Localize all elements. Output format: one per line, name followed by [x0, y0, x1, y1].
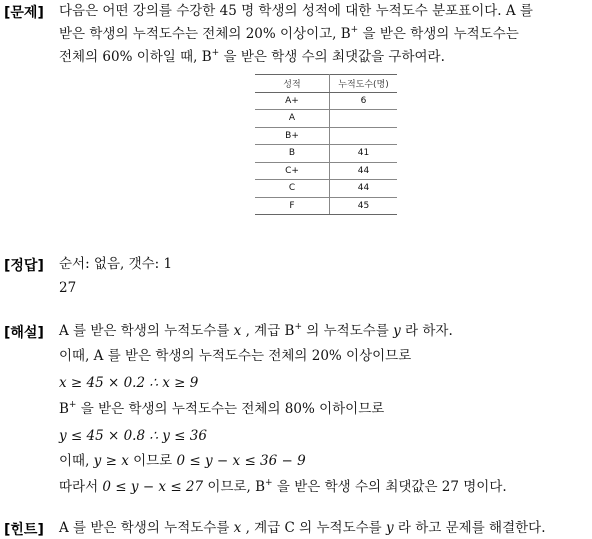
- solution-line-7: 따라서 0 ≤ y − x ≤ 27 이므로, B+ 을 받은 학생 수의 최댓값은 27 명이다.: [59, 478, 507, 495]
- solution-line-3: x ≥ 45 × 0.2 ∴ x ≥ 9: [59, 375, 199, 391]
- table-row: [255, 145, 397, 163]
- count-cell: 41: [330, 145, 398, 163]
- solution-line-2: 이때, A 를 받은 학생의 누적도수는 전체의 20% 이상이므로: [59, 348, 412, 364]
- problem-tag: [문제]: [4, 5, 44, 21]
- solution-tag: [해설]: [4, 325, 44, 341]
- problem-line-3: 전체의 60% 이하일 때, B+ 을 받은 학생 수의 최댓값을 구하여라.: [59, 48, 445, 65]
- solution-line-1: A 를 받은 학생의 누적도수를 x , 계급 B+ 의 누적도수를 y 라 하자.: [59, 322, 453, 339]
- count-cell: 6: [330, 92, 398, 110]
- problem-line-1: 다음은 어떤 강의를 수강한 45 명 학생의 성적에 대한 누적도수 분포표이다. A 를: [59, 3, 533, 19]
- table-row: [255, 110, 397, 128]
- hint-line: A 를 받은 학생의 누적도수를 x , 계급 C 의 누적도수를 y 라 하고 문제를 해결한다.: [59, 520, 546, 536]
- hint-tag: [힌트]: [4, 522, 44, 538]
- count-cell: 45: [330, 197, 398, 215]
- header-grade: 성적: [255, 75, 330, 93]
- table-row: [255, 92, 397, 110]
- grade-cell: B: [255, 145, 330, 163]
- table-row: [255, 180, 397, 198]
- answer-tag: [정답]: [4, 258, 44, 274]
- table-row: [255, 197, 397, 215]
- answer-value: 27: [59, 280, 77, 296]
- count-cell: [330, 110, 398, 128]
- grade-cell: A+: [255, 92, 330, 110]
- grade-cell: A: [255, 110, 330, 128]
- solution-line-6: 이때, y ≥ x 이므로 0 ≤ y − x ≤ 36 − 9: [59, 453, 306, 469]
- count-cell: 44: [330, 162, 398, 180]
- grade-cell: B+: [255, 127, 330, 145]
- table-header-row: [255, 75, 397, 93]
- solution-line-4: B+ 을 받은 학생의 누적도수는 전체의 80% 이하이므로: [59, 400, 385, 417]
- table-row: [255, 162, 397, 180]
- answer-line-1: 순서: 없음, 갯수: 1: [59, 256, 173, 272]
- header-cumulative: 누적도수(명): [330, 75, 398, 93]
- grade-cell: C+: [255, 162, 330, 180]
- solution-line-5: y ≤ 45 × 0.8 ∴ y ≤ 36: [59, 428, 207, 444]
- table-row: [255, 127, 397, 145]
- count-cell: 44: [330, 180, 398, 198]
- grade-cell: C: [255, 180, 330, 198]
- count-cell: [330, 127, 398, 145]
- grade-cell: F: [255, 197, 330, 215]
- problem-line-2: 받은 학생의 누적도수는 전체의 20% 이상이고, B+ 을 받은 학생의 누적도수는: [59, 25, 519, 42]
- cumulative-frequency-table: [255, 74, 397, 215]
